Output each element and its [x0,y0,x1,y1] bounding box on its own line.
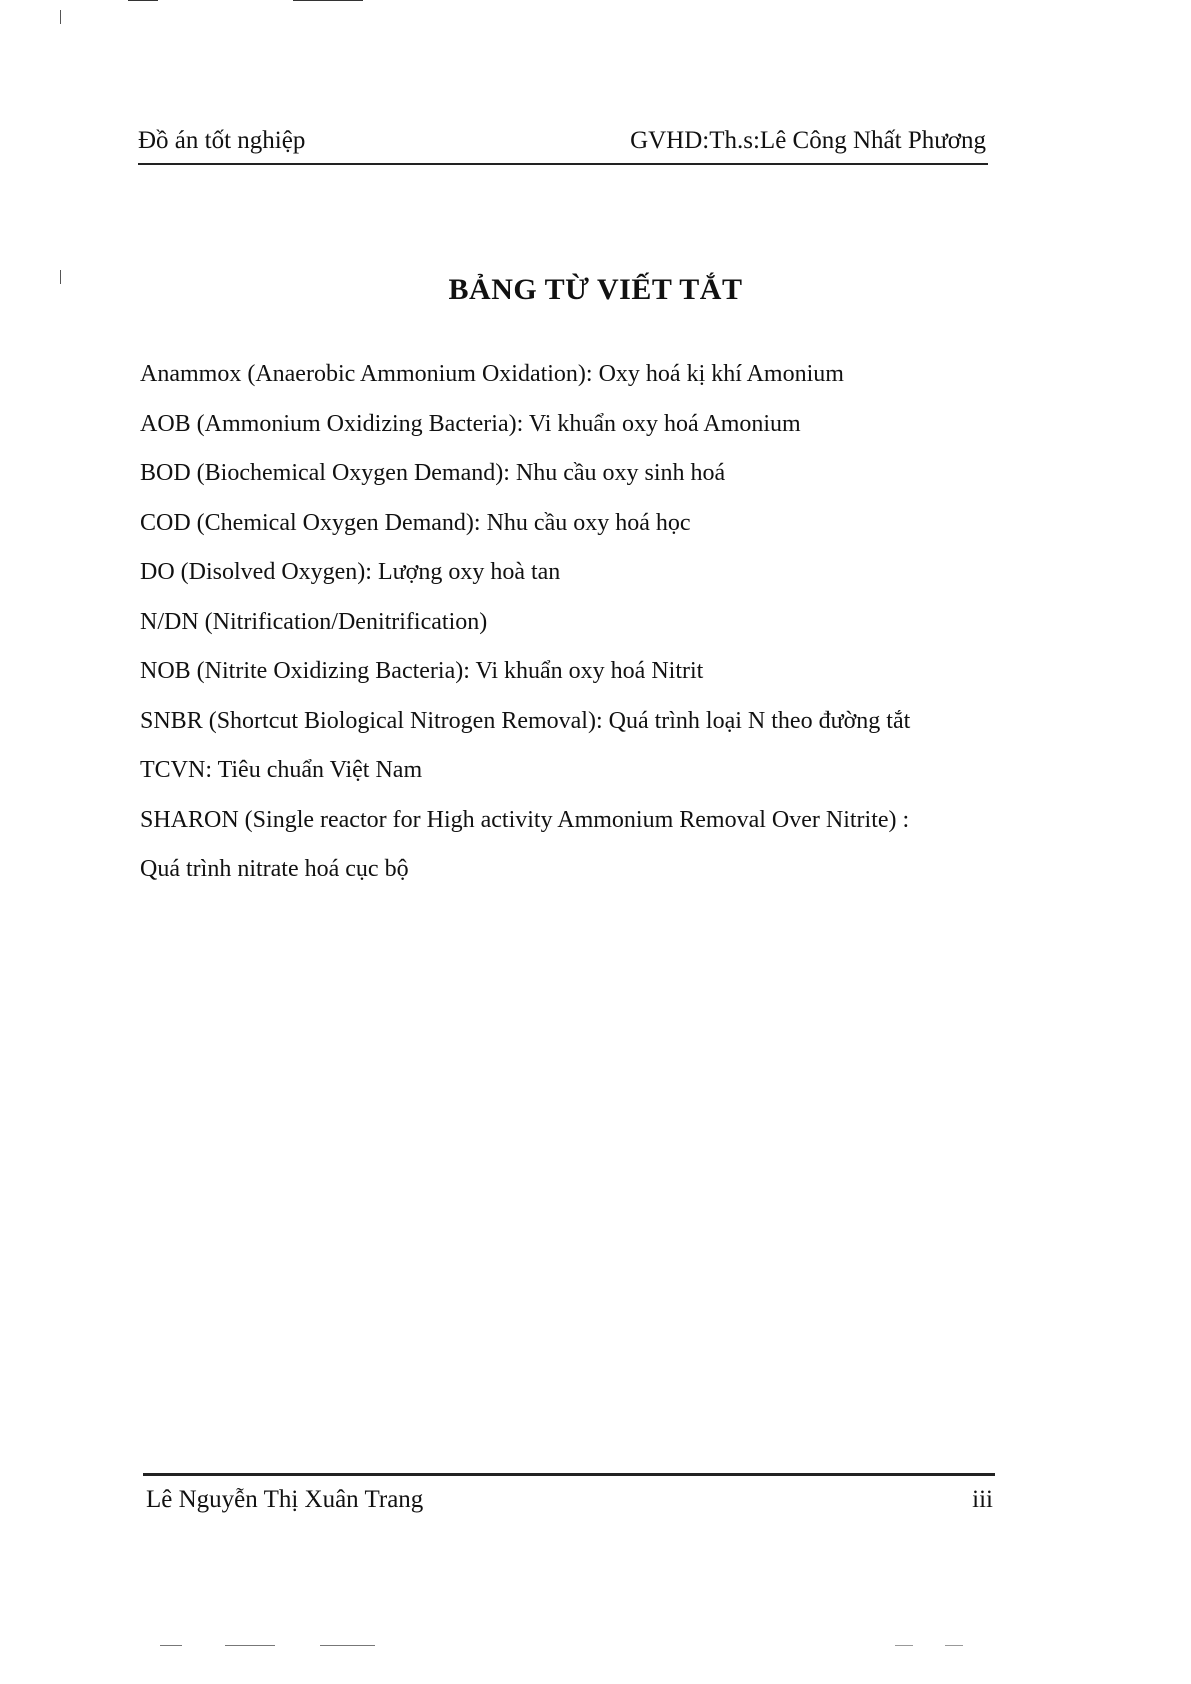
footer-page-number: iii [972,1486,993,1513]
scan-artifact-line [320,1645,375,1646]
abbreviation-entry: AOB (Ammonium Oxidizing Bacteria): Vi khuẩn oxy hoá Amonium [140,410,801,437]
abbreviation-entry-continuation: Quá trình nitrate hoá cục bộ [140,856,409,882]
abbreviation-entry: BOD (Biochemical Oxygen Demand): Nhu cầu oxy sinh hoá [140,460,726,486]
abbreviation-entry: SHARON (Single reactor for High activity Ammonium Removal Over Nitrite) : [140,806,910,833]
scan-artifact-line [160,1645,182,1646]
abbreviation-entry: N/DN (Nitrification/Denitrification) [140,608,488,635]
abbreviation-entry: Anammox (Anaerobic Ammonium Oxidation): Oxy hoá kị khí Amonium [140,361,844,387]
abbreviation-entry: TCVN: Tiêu chuẩn Việt Nam [140,757,423,783]
abbreviation-entry: COD (Chemical Oxygen Demand): Nhu cầu oxy hoá học [140,509,691,536]
abbreviation-list [140,350,1000,895]
abbreviation-entry: NOB (Nitrite Oxidizing Bacteria): Vi khuẩn oxy hoá Nitrit [140,658,704,684]
header-document-type: Đồ án tốt nghiệp [138,127,306,154]
footer-author: Lê Nguyễn Thị Xuân Trang [146,1486,424,1513]
scan-artifact-line [895,1645,913,1646]
abbreviation-entry: SNBR (Shortcut Biological Nitrogen Removal): Quá trình loại N theo đường tắt [140,707,911,734]
scan-artifact-line [945,1645,963,1646]
scan-artifact-line [225,1645,275,1646]
scan-artifact-line [128,0,158,1]
page-title: BẢNG TỪ VIẾT TẮT [448,273,743,306]
footer-divider [143,1473,995,1476]
abbreviation-entry: DO (Disolved Oxygen): Lượng oxy hoà tan [140,559,561,585]
scan-artifact-tick [60,10,61,24]
scan-artifact-line [293,0,363,1]
header-supervisor: GVHD:Th.s:Lê Công Nhất Phương [630,127,986,154]
page-header [138,123,988,165]
